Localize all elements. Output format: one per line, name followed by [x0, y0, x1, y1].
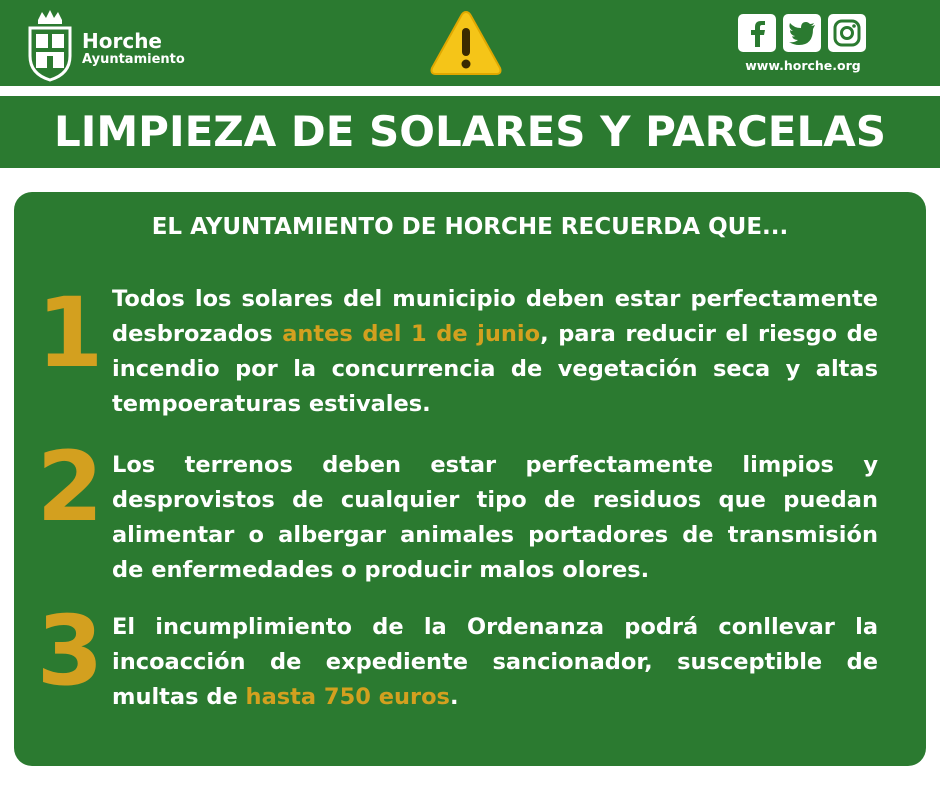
social-links [738, 14, 868, 80]
logo-name: Horche [82, 29, 162, 53]
item-number: 3 [36, 595, 104, 707]
top-bar [0, 0, 940, 86]
municipality-logo[interactable] [26, 6, 216, 82]
item-number: 1 [36, 277, 104, 389]
item-text-part: Todos los solares del municipio deben estar perfectamente desbrozados [112, 286, 878, 347]
facebook-icon[interactable] [738, 14, 776, 52]
highlight-fine: hasta 750 euros [245, 684, 450, 710]
item-text-part: El incumplimiento de la Ordenanza podrá conllevar la incoacción de expediente sancionador, susceptible de multas de [112, 614, 878, 710]
warning-triangle-icon [428, 8, 504, 78]
website-link[interactable]: www.horche.org [745, 58, 861, 73]
page-title: LIMPIEZA DE SOLARES Y PARCELAS [0, 96, 940, 168]
panel-heading: EL AYUNTAMIENTO DE HORCHE RECUERDA QUE... [151, 214, 789, 240]
item-number: 2 [36, 431, 104, 543]
instagram-icon[interactable] [828, 14, 866, 52]
item-text [112, 282, 878, 422]
highlight-deadline: antes del 1 de junio [282, 321, 541, 347]
twitter-icon[interactable] [783, 14, 821, 52]
item-text-part: . [449, 684, 459, 710]
item-text [112, 610, 878, 715]
item-text-part: , para reducir el riesgo de incendio por la concurrencia de vegetación seca y altas tempoeraturas estivales. [112, 321, 878, 417]
logo-subtitle: Ayuntamiento [82, 52, 185, 67]
item-text: Los terrenos deben estar perfectamente limpios y desprovistos de cualquier tipo de residuos que puedan alimentar o albergar animales portadores de transmisión de enfermedades o producir malos olores. [112, 452, 878, 583]
crest-icon [26, 6, 74, 82]
info-panel [14, 192, 926, 766]
